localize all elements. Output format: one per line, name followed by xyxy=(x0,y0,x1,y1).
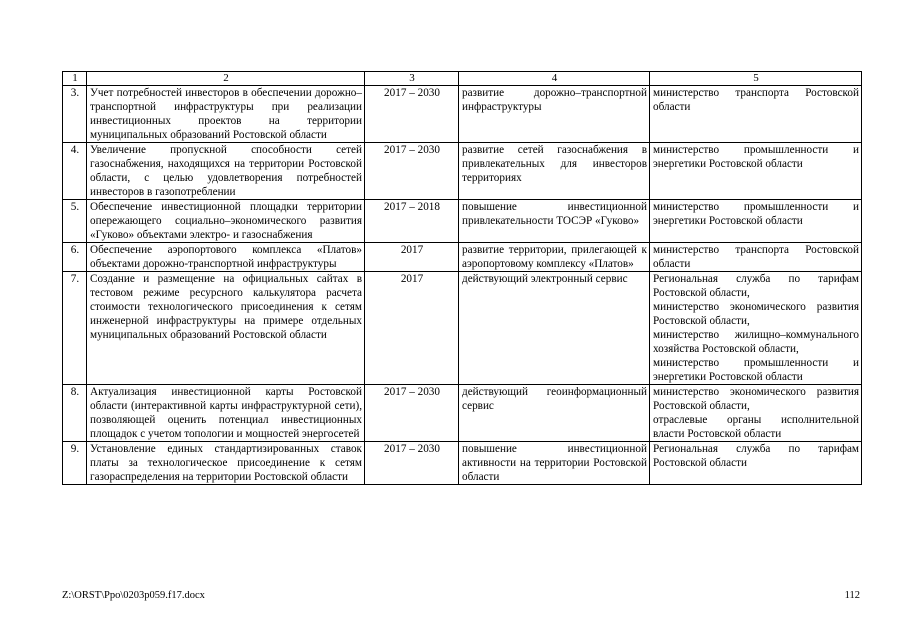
responsible-executor: министерство промышленности и энергетики Ростовской области xyxy=(653,357,859,383)
measure-term: 2017 – 2030 xyxy=(365,143,459,200)
measure-result: развитие дорожно–транспортной инфраструктуры xyxy=(459,86,650,143)
responsible-executor: министерство экономического развития Ростовской области, xyxy=(653,386,859,412)
measure-term: 2017 – 2030 xyxy=(365,442,459,485)
responsible-executors xyxy=(650,442,862,485)
table-row xyxy=(63,272,862,385)
table-row xyxy=(63,385,862,442)
row-number: 8. xyxy=(63,385,87,442)
responsible-executor: министерство жилищно–коммунального хозяйства Ростовской области, xyxy=(653,329,859,355)
row-number: 3. xyxy=(63,86,87,143)
measure-term: 2017 – 2018 xyxy=(365,200,459,243)
table-row xyxy=(63,442,862,485)
responsible-executors xyxy=(650,243,862,272)
measure-result: повышение инвестиционной активности на территории Ростовской области xyxy=(459,442,650,485)
table-header-row xyxy=(63,72,862,86)
responsible-executor: отраслевые органы исполнительной власти Ростовской области xyxy=(653,414,859,440)
measure-result: развитие сетей газоснабжения в привлекательных для инвесторов территориях xyxy=(459,143,650,200)
measure-term: 2017 – 2030 xyxy=(365,385,459,442)
column-name-header: 2 xyxy=(87,72,365,86)
row-number: 5. xyxy=(63,200,87,243)
responsible-executors xyxy=(650,272,862,385)
column-responsible-header: 5 xyxy=(650,72,862,86)
table-row xyxy=(63,243,862,272)
table-body xyxy=(63,72,862,485)
responsible-executor: Региональная служба по тарифам Ростовской области xyxy=(653,443,859,469)
measure-result: развитие территории, прилегающей к аэропортовому комплексу «Платов» xyxy=(459,243,650,272)
page-number: 112 xyxy=(844,590,860,601)
measure-result: действующий геоинформационный сервис xyxy=(459,385,650,442)
measure-term: 2017 xyxy=(365,243,459,272)
measure-result: повышение инвестиционной привлекательности ТОСЭР «Гуково» xyxy=(459,200,650,243)
column-result-header: 4 xyxy=(459,72,650,86)
responsible-executor: министерство транспорта Ростовской области xyxy=(653,244,859,270)
table-row xyxy=(63,200,862,243)
footer-file-path: Z:\ORST\Ppo\0203p059.f17.docx xyxy=(62,590,205,601)
column-number-header: 1 xyxy=(63,72,87,86)
measure-term: 2017 – 2030 xyxy=(365,86,459,143)
measure-name: Обеспечение инвестиционной площадки территории опережающего социально–экономического развития «Гуково» объектами электро- и газоснабжения xyxy=(87,200,365,243)
responsible-executors xyxy=(650,86,862,143)
measure-term: 2017 xyxy=(365,272,459,385)
measure-result: действующий электронный сервис xyxy=(459,272,650,385)
row-number: 7. xyxy=(63,272,87,385)
responsible-executors xyxy=(650,385,862,442)
measure-name: Актуализация инвестиционной карты Ростовской области (интерактивной карты инфраструктурной сети), позволяющей оценить потенциал инвестиционных площадок с учетом топологии и мощностей энергосетей xyxy=(87,385,365,442)
measure-name: Установление единых стандартизированных ставок платы за технологическое присоединение к сетям газораспределения на территории Ростовской области xyxy=(87,442,365,485)
row-number: 6. xyxy=(63,243,87,272)
responsible-executor: министерство промышленности и энергетики Ростовской области xyxy=(653,201,859,227)
responsible-executor: министерство транспорта Ростовской области xyxy=(653,87,859,113)
row-number: 4. xyxy=(63,143,87,200)
responsible-executor: министерство экономического развития Ростовской области, xyxy=(653,301,859,327)
table-row xyxy=(63,143,862,200)
measure-name: Создание и размещение на официальных сайтах в тестовом режиме ресурсного калькулятора расчета стоимости технологического присоединения к сетям инженерной инфраструктуры на примере отдельных муниципальных образований Ростовской области xyxy=(87,272,365,385)
measure-name: Обеспечение аэропортового комплекса «Платов» объектами дорожно-транспортной инфраструктуры xyxy=(87,243,365,272)
responsible-executors xyxy=(650,200,862,243)
responsible-executor: министерство промышленности и энергетики Ростовской области xyxy=(653,144,859,170)
responsible-executor: Региональная служба по тарифам Ростовской области, xyxy=(653,273,859,299)
measure-name: Увеличение пропускной способности сетей газоснабжения, находящихся на территории Ростовской области, с целью удовлетворения потребностей инвесторов в газопотреблении xyxy=(87,143,365,200)
measure-name: Учет потребностей инвесторов в обеспечении дорожно–транспортной инфраструктуры при реализации инвестиционных проектов на территории муниципальных образований Ростовской области xyxy=(87,86,365,143)
responsible-executors xyxy=(650,143,862,200)
table-row xyxy=(63,86,862,143)
row-number: 9. xyxy=(63,442,87,485)
column-term-header: 3 xyxy=(365,72,459,86)
measures-table xyxy=(62,71,862,485)
